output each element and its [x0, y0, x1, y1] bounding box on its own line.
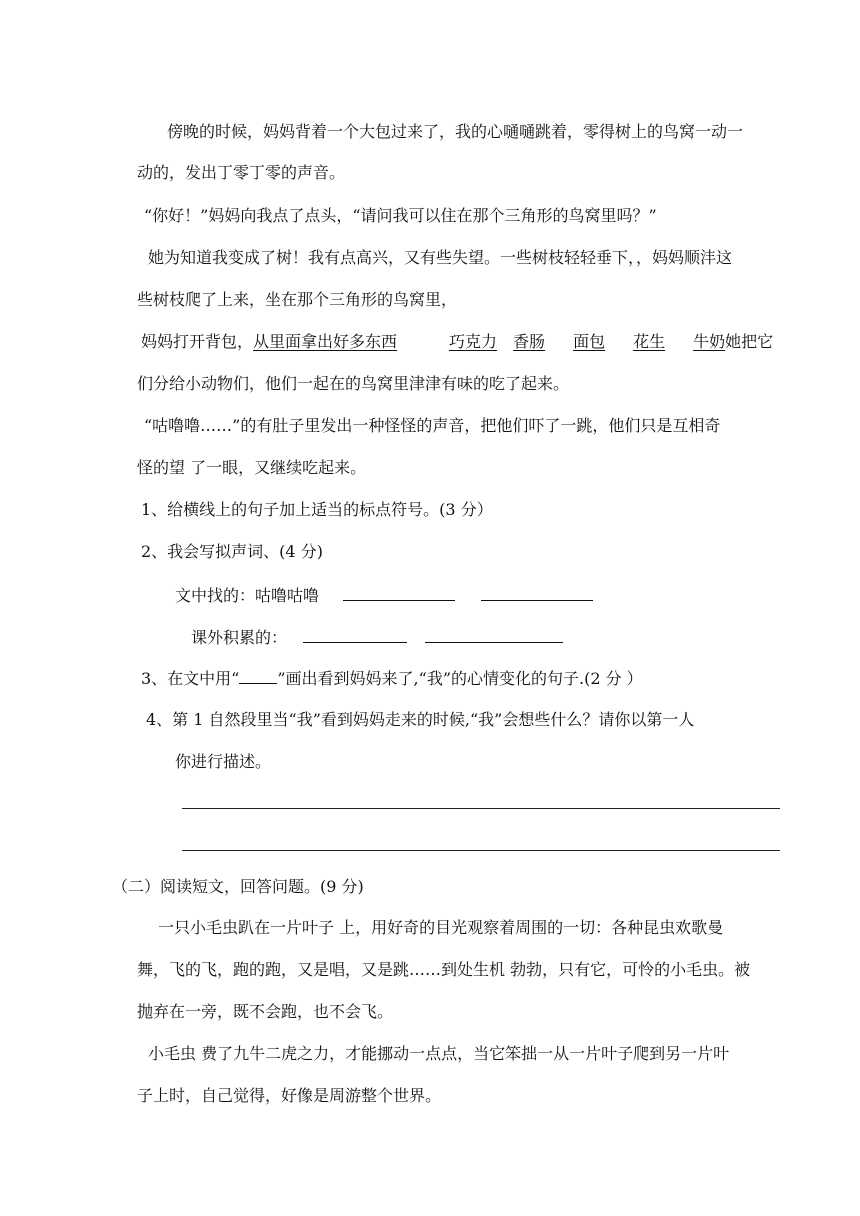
underlined-sentence: [253, 332, 725, 351]
passage-line: 动的，发出丁零丁零的声音。: [137, 163, 346, 182]
passage-line: 她为知道我变成了树！我有点高兴，又有些失望。一些树枝轻轻垂下，，妈妈顺沣这: [148, 248, 733, 267]
underlined-item: 牛奶: [693, 332, 726, 351]
section-heading: （二）阅读短文，回答问题。(9 分): [112, 877, 364, 896]
passage-line: 小毛虫 费了九牛二虎之力，才能挪动一点点，当它笨拙一从一片叶子爬到另一片叶: [148, 1044, 730, 1063]
underlined-item: 面包: [573, 332, 606, 351]
passage-text: 妈妈打开背包，: [141, 332, 254, 351]
underlined-item: 香肠: [513, 332, 546, 351]
passage-line: 子上时，自己觉得，好像是周游整个世界。: [137, 1086, 442, 1105]
question-3: [141, 667, 643, 689]
question-2-extra: [191, 626, 563, 648]
passage-line: “咕噜噜……”的有肚子里发出一种怪怪的声音，把他们吓了一跳，他们只是互相奇: [144, 416, 721, 435]
passage-line: 怪的望 了一眼，又继续吃起来。: [137, 458, 367, 477]
question-label: 3、在文中用“: [141, 669, 240, 688]
answer-blank[interactable]: [303, 626, 407, 643]
question-label: 文中找的：咕噜咕噜: [175, 586, 320, 605]
question-4-cont: 你进行描述。: [175, 752, 272, 771]
passage-line-underlined: [141, 332, 773, 352]
underlined-item: 花生: [633, 332, 666, 351]
question-2: 2、我会写拟声词、(4 分): [141, 542, 323, 561]
question-1: 1、给横线上的句子加上适当的标点符号。(3 分）: [141, 500, 493, 519]
question-4: 4、第 1 自然段里当“我”看到妈妈走来的时候,“我”会想些什么？请你以第一人: [146, 710, 695, 729]
passage-line: 们分给小动物们，他们一起在的鸟窝里津津有味的吃了起来。: [137, 374, 570, 393]
answer-line[interactable]: [182, 850, 780, 851]
passage-line: 抛弃在一旁，既不会跑，也不会飞。: [137, 1002, 394, 1021]
answer-blank[interactable]: [343, 584, 455, 601]
answer-blank[interactable]: [425, 626, 563, 643]
question-label: ”画出看到妈妈来了,“我”的心情变化的句子.(2 分 ）: [277, 669, 643, 688]
passage-line: 一只小毛虫趴在一片叶子 上，用好奇的目光观察着周围的一切：各种昆虫欢歌曼: [158, 918, 724, 937]
passage-line: 些树枝爬了上来，坐在那个三角形的鸟窝里，: [137, 290, 458, 309]
passage-line: 傍晚的时候，妈妈背着一个大包过来了，我的心嗵嗵跳着，零得树上的鸟窝一动一: [167, 122, 744, 141]
underline-sample: [239, 667, 277, 684]
question-2-found: [175, 584, 593, 606]
question-label: 课外积累的：: [191, 628, 288, 647]
passage-line: 舞，飞的飞，跑的跑，又是唱，又是跳……到处生机 勃勃，只有它，可怜的小毛虫。被: [137, 960, 751, 979]
underlined-item: 巧克力: [449, 332, 498, 351]
passage-text: 她把它: [725, 332, 774, 351]
passage-line: “你好！”妈妈向我点了点头，“请问我可以住在那个三角形的鸟窝里吗？”: [144, 206, 657, 225]
underlined-item: 从里面拿出好多东西: [253, 332, 398, 351]
answer-line[interactable]: [182, 808, 780, 809]
answer-blank[interactable]: [481, 584, 593, 601]
